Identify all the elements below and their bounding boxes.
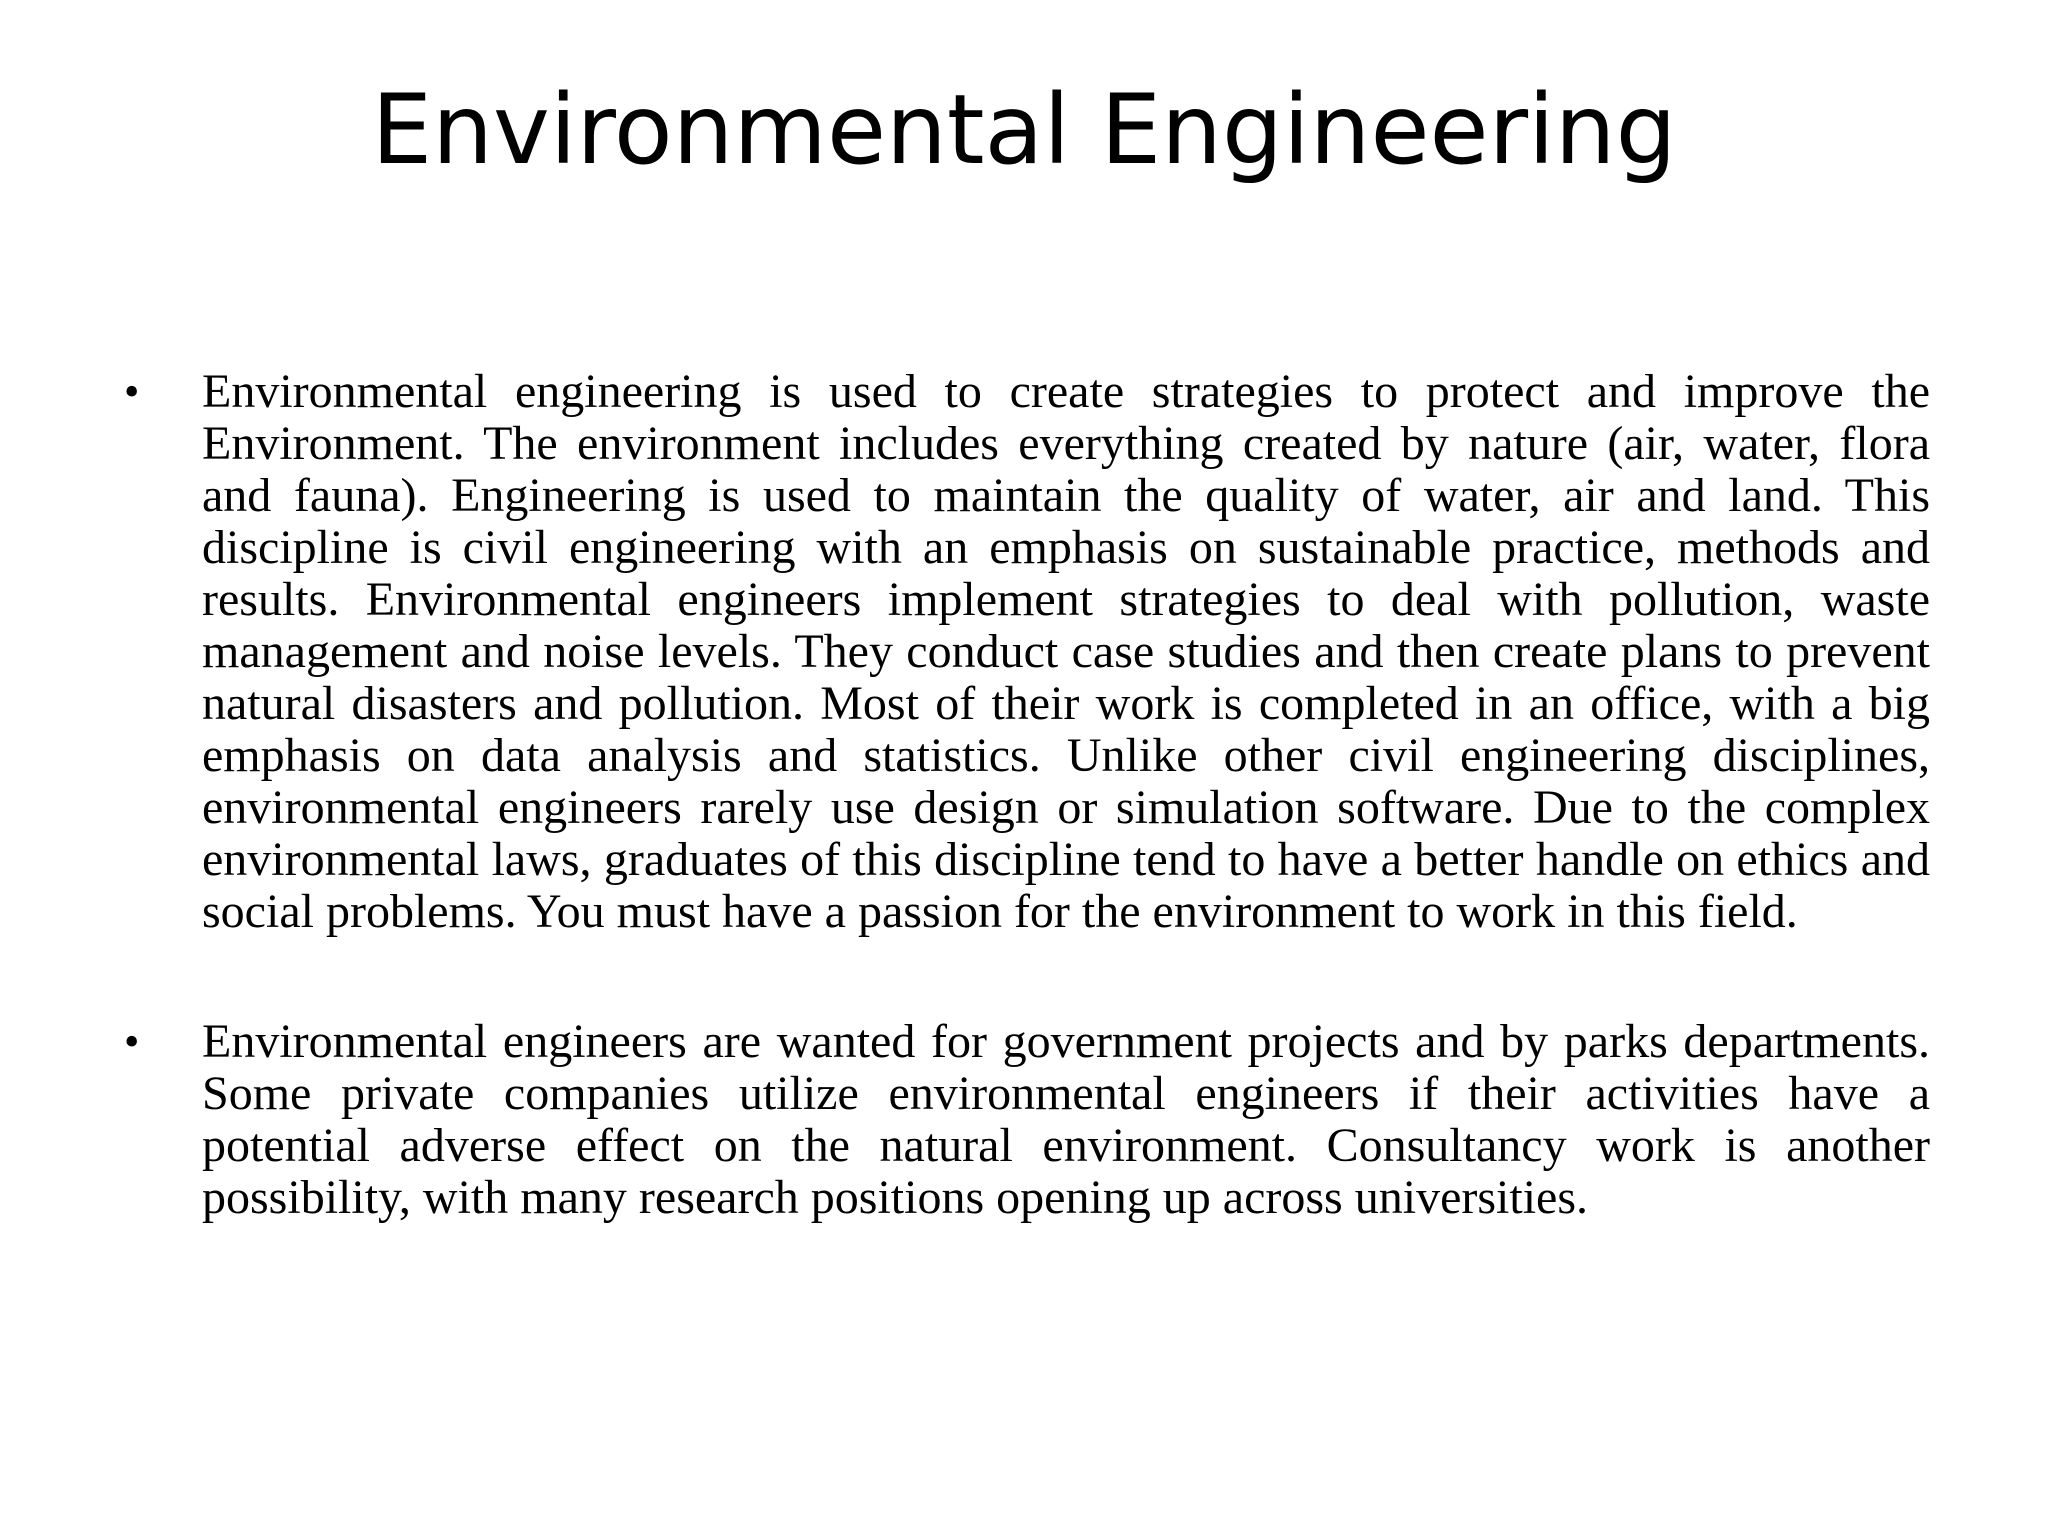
bullet-item bbox=[120, 366, 1930, 938]
bullet-marker: • bbox=[124, 367, 140, 416]
bullet-text: Environmental engineering is used to create strategies to protect and improve the Environment. The environment includes everything created by nature (air, water, flora and fauna). Engineering is used to maintain the quality of water, air and land. This discipline is civil engineering with an emphasis on sustainable practice, methods and results. Environmental engineers implement strategies to deal with pollution, waste management and noise levels. They conduct case studies and then create plans to prevent natural disasters and pollution. Most of their work is completed in an office, with a big emphasis on data analysis and statistics. Unlike other civil engineering disciplines, environmental engineers rarely use design or simulation software. Due to the complex environmental laws, graduates of this discipline tend to have a better handle on ethics and social problems. You must have a passion for the environment to work in this field. bbox=[202, 365, 1930, 938]
bullet-list bbox=[120, 366, 1930, 1224]
bullet-marker: • bbox=[124, 1017, 140, 1066]
bullet-item bbox=[120, 1016, 1930, 1224]
slide-title: Environmental Engineering bbox=[371, 74, 1677, 186]
bullet-text: Environmental engineers are wanted for government projects and by parks departments. Some private companies utilize environmental engineers if their activities have a potential adverse effect on the natural environment. Consultancy work is another possibility, with many research positions opening up across universities. bbox=[202, 1015, 1930, 1224]
